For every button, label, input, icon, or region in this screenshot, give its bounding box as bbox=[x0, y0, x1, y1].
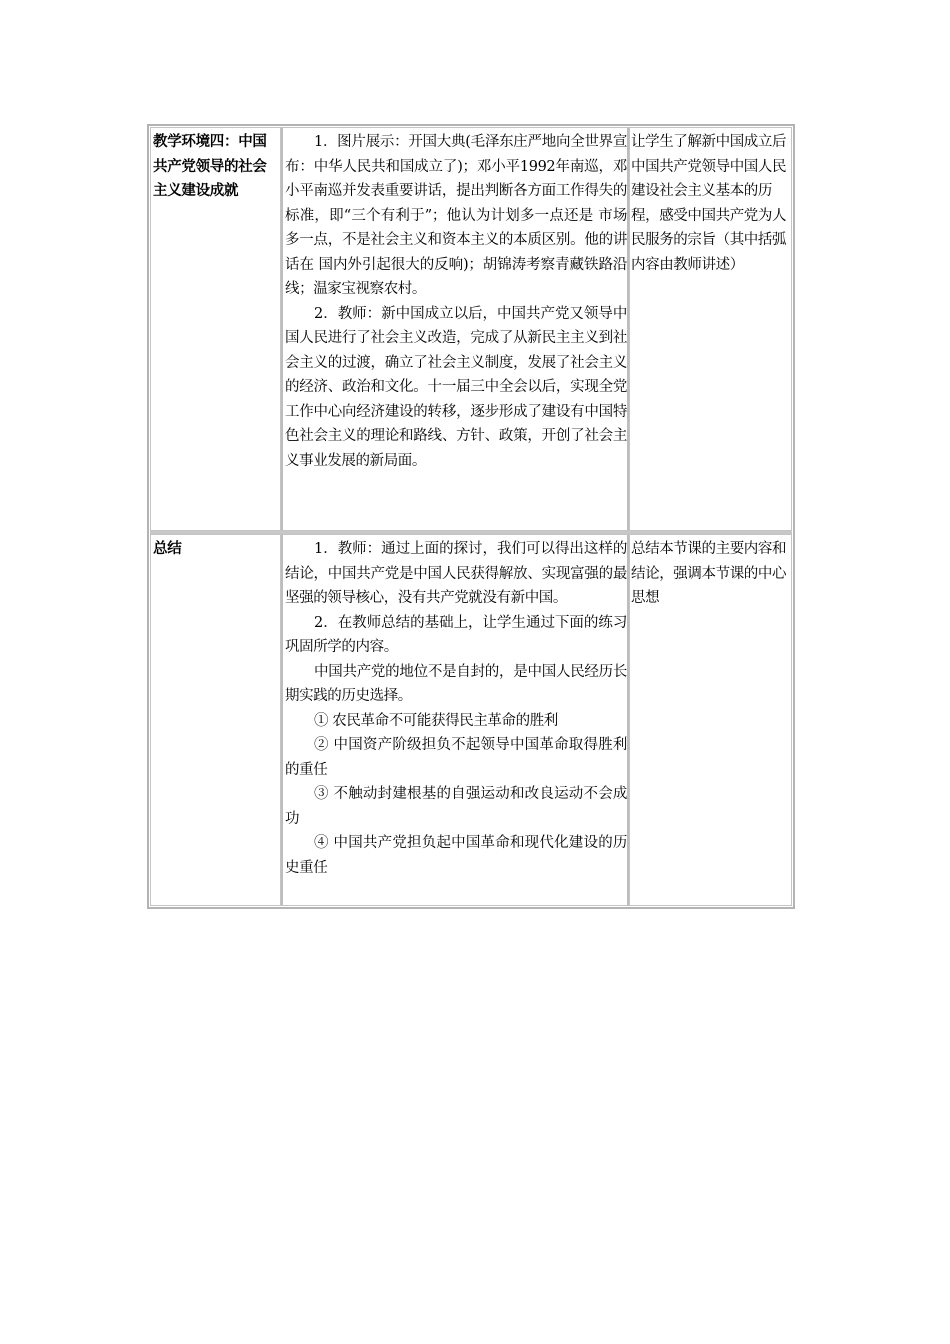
exercise-option: ④ 中国共产党担负起中国革命和现代化建设的历史重任 bbox=[285, 835, 627, 876]
content-paragraph: 1．图片展示：开国大典(毛泽东庄严地向全世界宣布：中华人民共和国成立了)；邓小平1992年南巡，邓小平南巡并发表重要讲话，提出判断各方面工作得失的标准，即“三个有利于”；他认为计划多一点还是 市场多一点，不是社会主义和资本主义的本质区别。他的讲话在 国内外引起很大的反响)；胡锦涛考察青藏铁路沿线；温家宝视察农村。 bbox=[285, 134, 627, 297]
content-paragraph: 2．教师：新中国成立以后，中国共产党又领导中国人民进行了社会主义改造，完成了从新民主主义到社会主义的过渡，确立了社会主义制度，发展了社会主义的经济、政治和文化。十一届三中全会以后，实现全党工作中心向经济建设的转移，逐步形成了建设有中国特色社会主义的理论和路线、方针、政策，开创了社会主义事业发展的新局面。 bbox=[285, 305, 627, 469]
row-heading: 教学环境四：中国共产党领导的社会主义建设成就 bbox=[153, 134, 267, 199]
exercise-option: ① 农民革命不可能获得民主革命的胜利 bbox=[314, 712, 558, 729]
table-row-summary bbox=[150, 534, 792, 906]
content-paragraph: 1．教师：通过上面的探讨，我们可以得出这样的结论，中国共产党是中国人民获得解放、实现富强的最坚强的领导核心，没有共产党就没有新中国。 bbox=[285, 541, 627, 606]
exercise-option: ② 中国资产阶级担负不起领导中国革命取得胜利的重任 bbox=[285, 737, 627, 778]
content-paragraph: 中国共产党的地位不是自封的，是中国人民经历长期实践的历史选择。 bbox=[285, 663, 627, 704]
table-row-teaching-scene-4 bbox=[150, 127, 792, 534]
lesson-plan-table bbox=[147, 124, 795, 909]
row-content-cell bbox=[281, 127, 629, 531]
row-note-cell bbox=[629, 127, 792, 531]
design-intent-note: 总结本节课的主要内容和结论，强调本节课的中心思想 bbox=[631, 541, 787, 606]
exercise-option: ③ 不触动封建根基的自强运动和改良运动不会成功 bbox=[285, 786, 627, 827]
row-heading-cell bbox=[150, 127, 281, 531]
row-content-cell bbox=[281, 534, 629, 906]
row-heading-cell bbox=[150, 534, 281, 906]
row-note-cell bbox=[629, 534, 792, 906]
row-heading: 总结 bbox=[153, 541, 182, 557]
content-paragraph: 2．在教师总结的基础上，让学生通过下面的练习巩固所学的内容。 bbox=[285, 614, 627, 655]
design-intent-note: 让学生了解新中国成立后中国共产党领导中国人民建设社会主义基本的历程，感受中国共产党为人民服务的宗旨（其中括弧内容由教师讲述） bbox=[631, 134, 787, 273]
